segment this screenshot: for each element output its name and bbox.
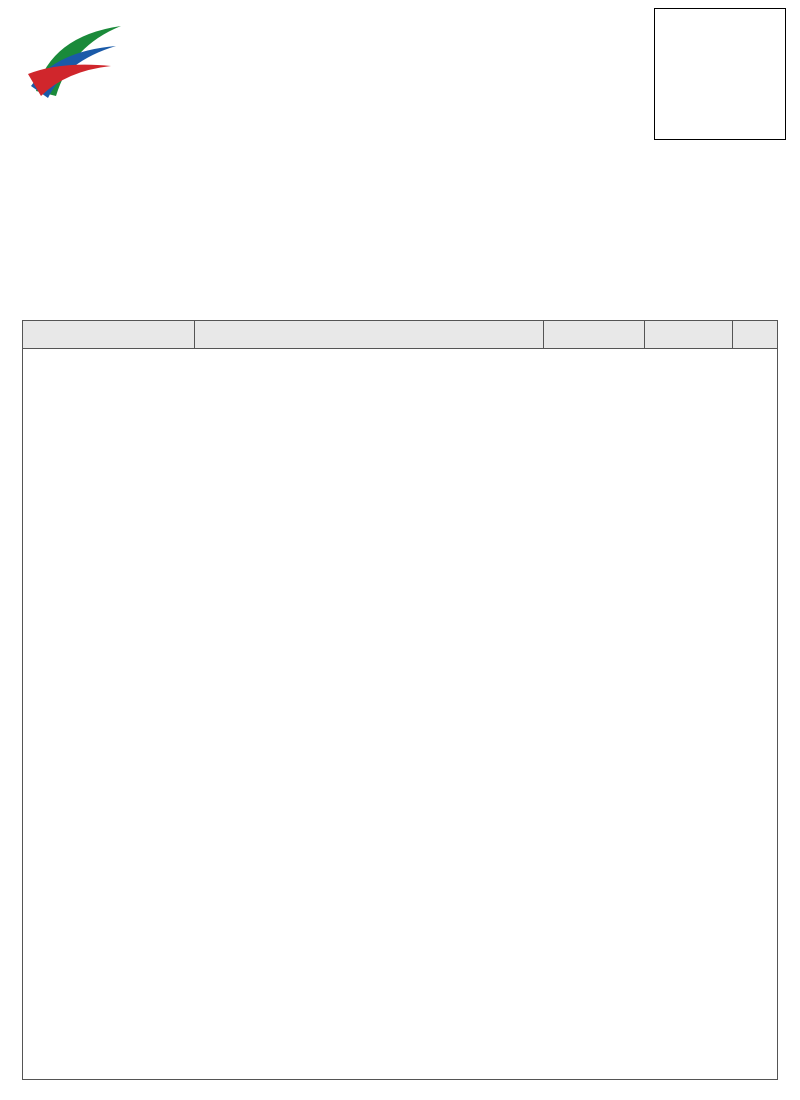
header-cell — [23, 321, 195, 349]
header-cell — [645, 321, 733, 349]
header-cell — [733, 321, 779, 349]
header-cell — [544, 321, 645, 349]
qr-code-icon — [654, 8, 786, 140]
header — [0, 0, 800, 150]
table-header — [23, 321, 777, 349]
swoosh-logo-icon — [26, 16, 126, 106]
header-cell — [195, 321, 544, 349]
price-table — [22, 320, 778, 1080]
logo — [18, 12, 136, 142]
